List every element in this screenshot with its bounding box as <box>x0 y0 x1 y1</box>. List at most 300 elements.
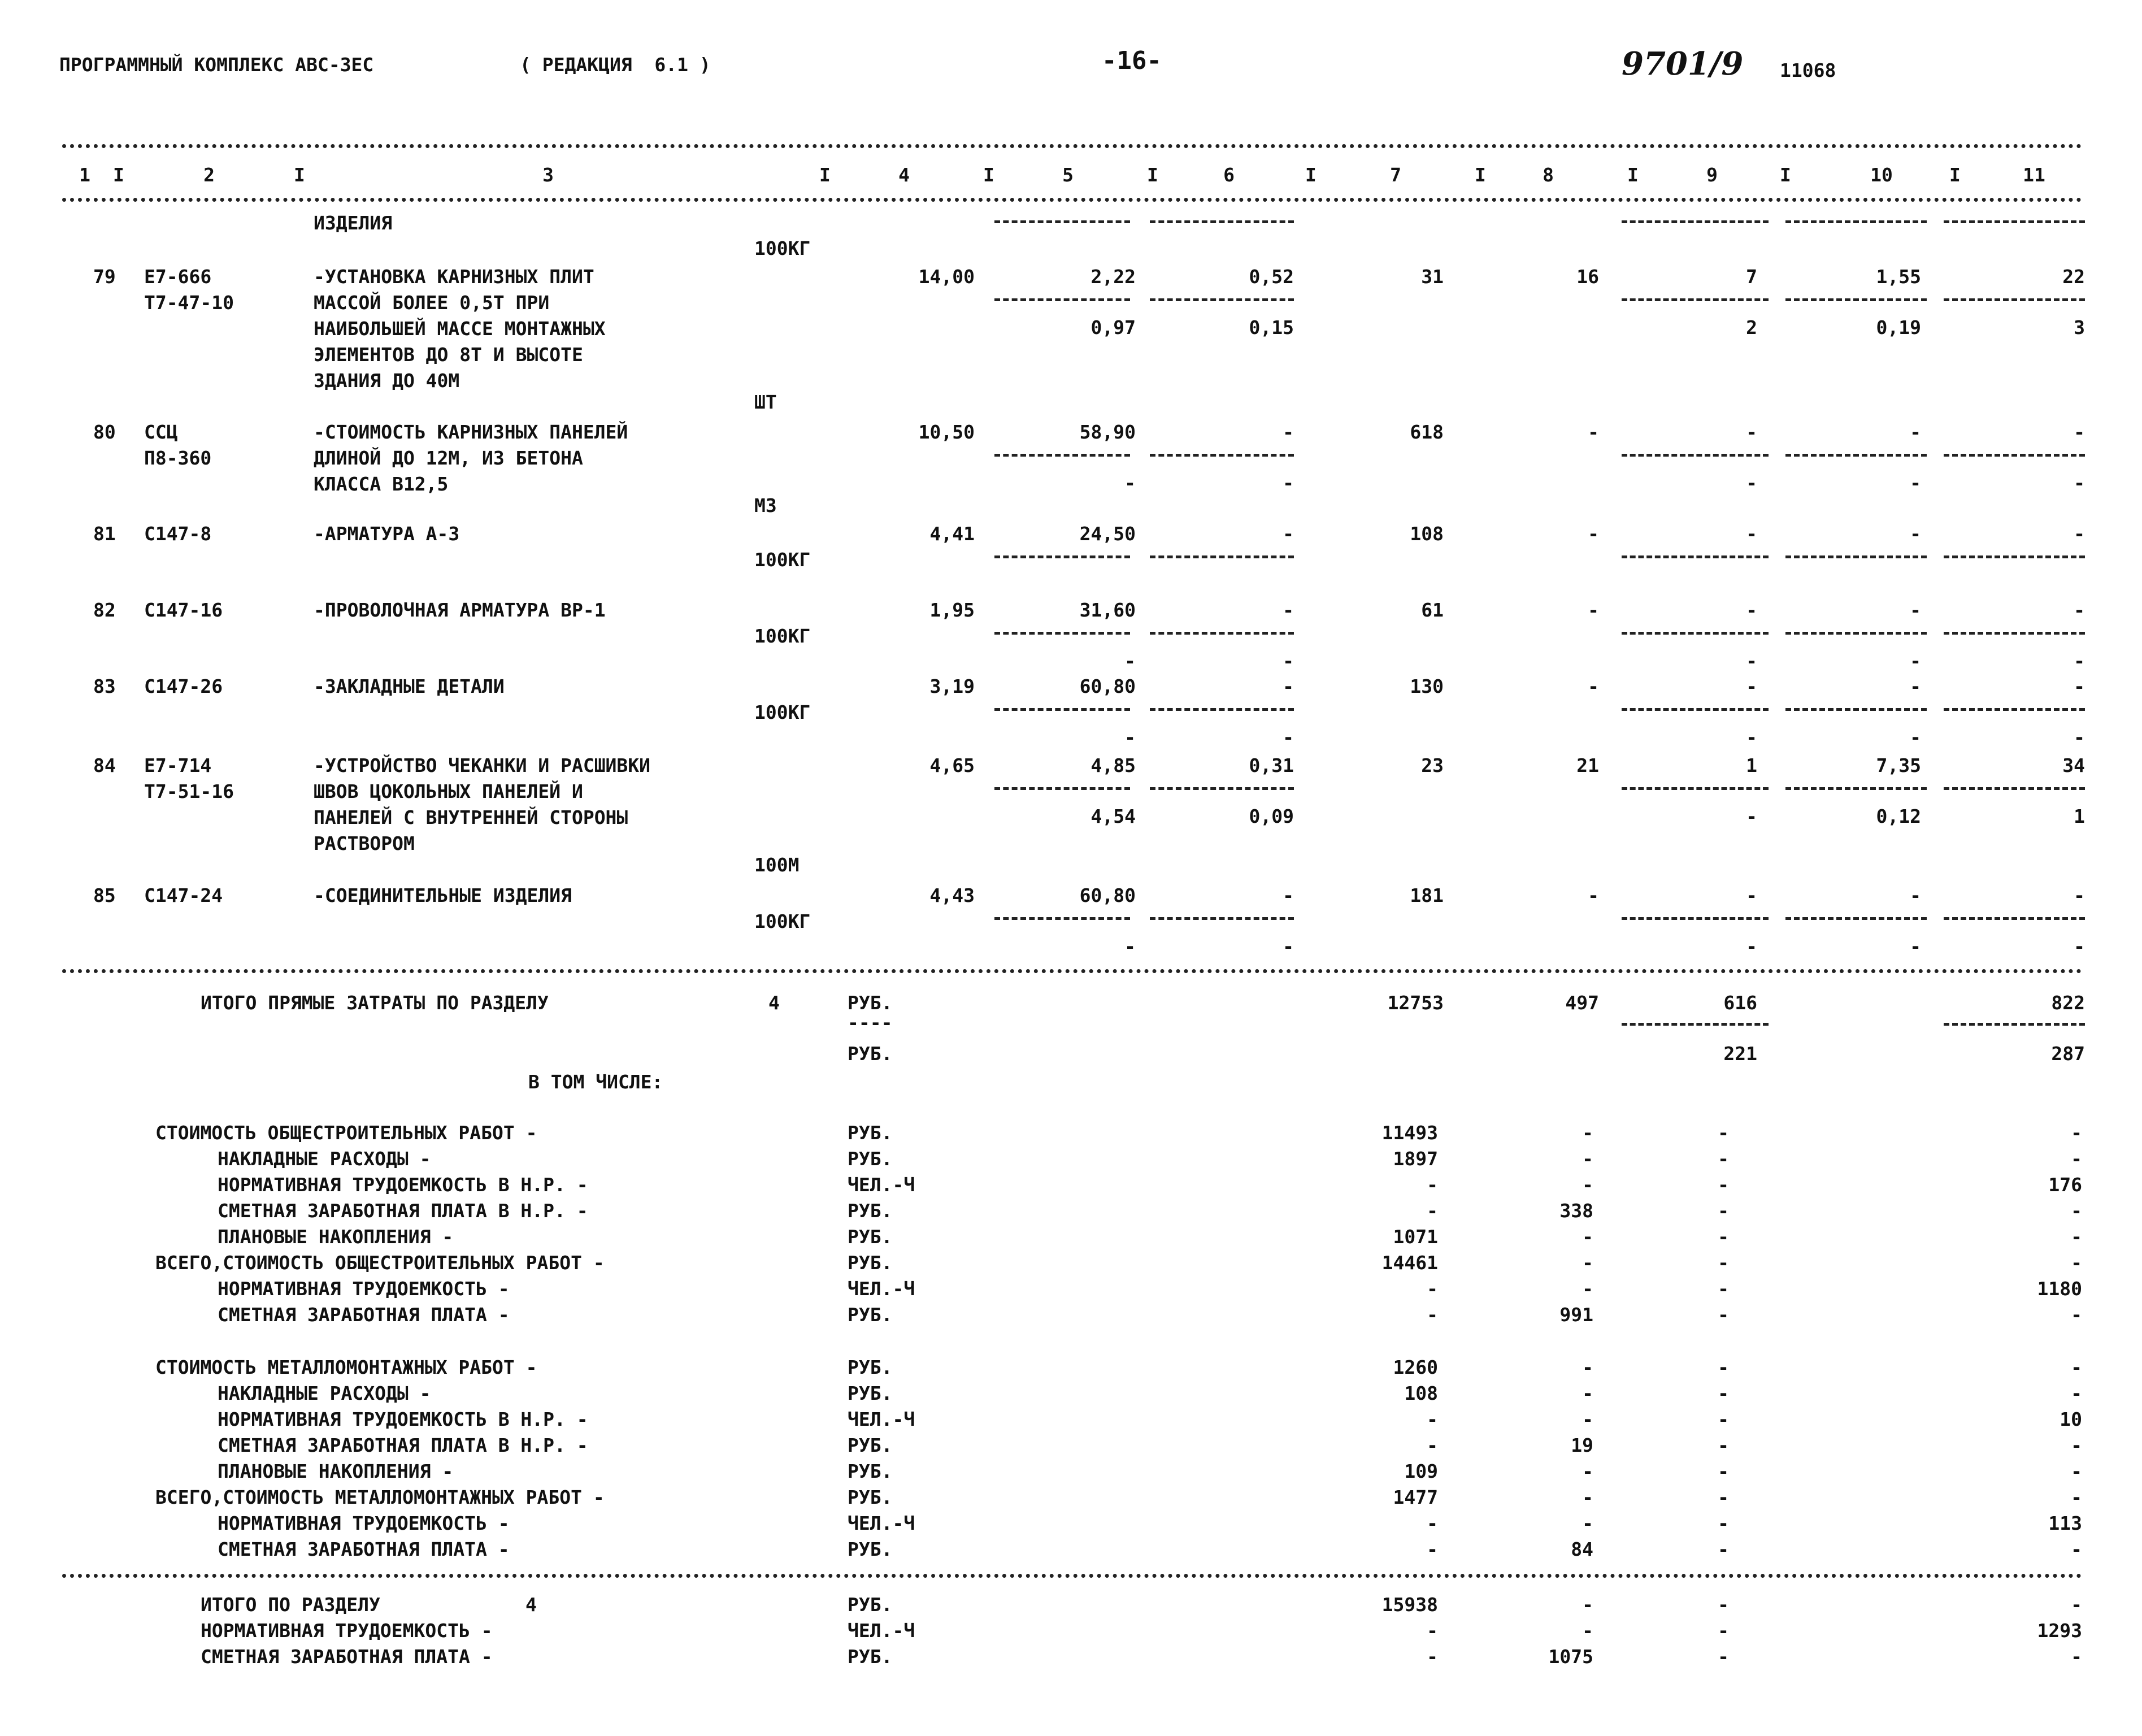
summary-c7: 1897 <box>1393 1148 1438 1170</box>
secondary-value: 0,12 <box>1876 805 1921 827</box>
summary-label: ВСЕГО,СТОИМОСТЬ ОБЩЕСТРОИТЕЛЬНЫХ РАБОТ - <box>155 1252 605 1274</box>
summary-c11: - <box>2071 1460 2082 1482</box>
summary-c11: 10 <box>2060 1408 2082 1430</box>
summary-c8: 84 <box>1571 1538 1593 1560</box>
cell-divider <box>1944 454 2085 457</box>
row-code: С147-16 <box>144 599 223 621</box>
value-c6: 0,52 <box>1249 266 1294 288</box>
cell-divider <box>1944 787 2085 790</box>
summary-c7: - <box>1427 1512 1438 1534</box>
summary-c9: - <box>1718 1200 1729 1222</box>
row-description: ЭЛЕМЕНТОВ ДО 8Т И ВЫСОТЕ <box>314 344 583 366</box>
value-c4: 4,43 <box>929 884 975 906</box>
row-number: 85 <box>93 884 116 906</box>
summary-c8: - <box>1582 1486 1593 1508</box>
section-rule-totals <box>62 969 2082 973</box>
totals-label: СМЕТНАЯ ЗАРАБОТНАЯ ПЛАТА - <box>201 1646 493 1668</box>
summary-c11: - <box>2071 1434 2082 1456</box>
value-c8: - <box>1588 421 1599 443</box>
total-direct-label: ИТОГО ПРЯМЫЕ ЗАТРАТЫ ПО РАЗДЕЛУ <box>201 992 549 1014</box>
value-c11: - <box>2074 599 2085 621</box>
value-c8: 16 <box>1576 266 1599 288</box>
value-c7: 31 <box>1421 266 1444 288</box>
secondary-value: - <box>1124 726 1136 748</box>
summary-unit: РУБ. <box>848 1434 893 1456</box>
cell-divider <box>994 555 1130 558</box>
value-c9: - <box>1746 523 1757 545</box>
cell-divider <box>1150 708 1294 711</box>
value-c4: 4,65 <box>929 754 975 776</box>
secondary-value: - <box>1910 935 1921 957</box>
cell-divider <box>1785 917 1927 920</box>
secondary-value: - <box>1283 935 1294 957</box>
totals-c7: - <box>1427 1646 1438 1668</box>
totals-unit: РУБ. <box>848 1646 893 1668</box>
summary-c7: 1477 <box>1393 1486 1438 1508</box>
cell-divider <box>1944 298 2085 301</box>
row-code-secondary: Т7-51-16 <box>144 780 234 802</box>
page-number: -16- <box>1102 46 1162 75</box>
secondary-value: - <box>1746 726 1757 748</box>
totals-c11: - <box>2071 1646 2082 1668</box>
row-unit: М3 <box>754 494 777 517</box>
value-c10: - <box>1910 884 1921 906</box>
value-c11: 22 <box>2062 266 2085 288</box>
summary-c7: - <box>1427 1434 1438 1456</box>
cell-divider <box>1944 708 2085 711</box>
summary-c7: 1071 <box>1393 1226 1438 1248</box>
summary-c9: - <box>1718 1538 1729 1560</box>
summary-c8: - <box>1582 1226 1593 1248</box>
row-number: 84 <box>93 754 116 776</box>
value-c5: 60,80 <box>1079 884 1136 906</box>
edition: ( РЕДАКЦИЯ 6.1 ) <box>520 54 711 76</box>
column-header-2: 2 <box>203 164 215 186</box>
cell-divider <box>994 298 1130 301</box>
secondary-value: - <box>1283 650 1294 672</box>
value-c9: - <box>1746 599 1757 621</box>
cell-divider <box>1944 555 2085 558</box>
value-c10: - <box>1910 523 1921 545</box>
summary-c11: - <box>2071 1252 2082 1274</box>
cell-divider <box>1785 555 1927 558</box>
cell-divider <box>1785 708 1927 711</box>
cell-divider <box>1622 1023 1769 1026</box>
column-header-1: 1 <box>79 164 90 186</box>
value-c5: 4,85 <box>1090 754 1136 776</box>
secondary-value: - <box>1746 650 1757 672</box>
value-c9: - <box>1746 421 1757 443</box>
cell-divider <box>1785 298 1927 301</box>
value-c11: - <box>2074 421 2085 443</box>
column-separator: I <box>1147 164 1158 186</box>
summary-c11: - <box>2071 1122 2082 1144</box>
summary-c7: 11493 <box>1381 1122 1438 1144</box>
summary-c7: 1260 <box>1393 1356 1438 1378</box>
cell-divider <box>994 708 1130 711</box>
cell-divider <box>1785 454 1927 457</box>
summary-c11: - <box>2071 1148 2082 1170</box>
totals-c8: - <box>1582 1620 1593 1642</box>
totals-c9: - <box>1718 1620 1729 1642</box>
summary-c11: 1180 <box>2037 1278 2082 1300</box>
summary-c7: 108 <box>1404 1382 1438 1404</box>
secondary-value: 0,09 <box>1249 805 1294 827</box>
summary-label: НОРМАТИВНАЯ ТРУДОЕМКОСТЬ - <box>218 1278 510 1300</box>
summary-c9: - <box>1718 1122 1729 1144</box>
row-description: -ЗАКЛАДНЫЕ ДЕТАЛИ <box>314 675 505 697</box>
summary-c7: - <box>1427 1278 1438 1300</box>
cell-divider <box>994 454 1130 457</box>
summary-c7: - <box>1427 1408 1438 1430</box>
cell-divider <box>1944 917 2085 920</box>
value-c6: 0,31 <box>1249 754 1294 776</box>
value-c5: 58,90 <box>1079 421 1136 443</box>
summary-c9: - <box>1718 1278 1729 1300</box>
total-direct-c9: 616 <box>1723 992 1757 1014</box>
totals-c7: 15938 <box>1381 1594 1438 1616</box>
row-code: С147-8 <box>144 523 212 545</box>
column-header-9: 9 <box>1706 164 1718 186</box>
cell-divider <box>1150 454 1294 457</box>
totals-c8: - <box>1582 1594 1593 1616</box>
summary-c8: - <box>1582 1512 1593 1534</box>
summary-c8: - <box>1582 1460 1593 1482</box>
row-unit: 100КГ <box>754 549 811 571</box>
summary-unit: РУБ. <box>848 1252 893 1274</box>
summary-unit: РУБ. <box>848 1200 893 1222</box>
column-separator: I <box>1949 164 1961 186</box>
summary-label: СТОИМОСТЬ ОБЩЕСТРОИТЕЛЬНЫХ РАБОТ - <box>155 1122 537 1144</box>
summary-c9: - <box>1718 1356 1729 1378</box>
value-c11: 34 <box>2062 754 2085 776</box>
secondary-value: 4,54 <box>1090 805 1136 827</box>
summary-label: ВСЕГО,СТОИМОСТЬ МЕТАЛЛОМОНТАЖНЫХ РАБОТ - <box>155 1486 605 1508</box>
value-c9: - <box>1746 675 1757 697</box>
row-code-secondary: П8-360 <box>144 447 212 469</box>
column-separator: I <box>1780 164 1791 186</box>
secondary-value: - <box>1283 472 1294 494</box>
value-c11: - <box>2074 523 2085 545</box>
row-description: РАСТВОРОМ <box>314 832 415 854</box>
secondary-value: - <box>2074 472 2085 494</box>
value-c4: 3,19 <box>929 675 975 697</box>
value-c4: 4,41 <box>929 523 975 545</box>
summary-c9: - <box>1718 1304 1729 1326</box>
totals-unit: РУБ. <box>848 1594 893 1616</box>
fragment-unit: 100КГ <box>754 237 811 259</box>
cell-divider <box>1622 298 1769 301</box>
row-description: ШВОВ ЦОКОЛЬНЫХ ПАНЕЛЕЙ И <box>314 780 583 802</box>
summary-unit: ЧЕЛ.-Ч <box>848 1174 915 1196</box>
row-description: -СТОИМОСТЬ КАРНИЗНЫХ ПАНЕЛЕЙ <box>314 421 628 443</box>
cell-divider <box>1150 787 1294 790</box>
row-description: ПАНЕЛЕЙ С ВНУТРЕННЕЙ СТОРОНЫ <box>314 806 628 828</box>
value-c8: - <box>1588 599 1599 621</box>
summary-c8: - <box>1582 1382 1593 1404</box>
totals-label: НОРМАТИВНАЯ ТРУДОЕМКОСТЬ - <box>201 1620 493 1642</box>
including-label: В ТОМ ЧИСЛЕ: <box>528 1071 663 1093</box>
summary-unit: РУБ. <box>848 1226 893 1248</box>
row-code: Е7-714 <box>144 754 212 776</box>
summary-c8: 19 <box>1571 1434 1593 1456</box>
summary-c11: - <box>2071 1382 2082 1404</box>
row-number: 81 <box>93 523 116 545</box>
summary-label: СТОИМОСТЬ МЕТАЛЛОМОНТАЖНЫХ РАБОТ - <box>155 1356 537 1378</box>
row-description: НАИБОЛЬШЕЙ МАССЕ МОНТАЖНЫХ <box>314 318 606 340</box>
secondary-value: - <box>2074 726 2085 748</box>
column-separator: I <box>1305 164 1317 186</box>
summary-c11: - <box>2071 1486 2082 1508</box>
summary-label: НАКЛАДНЫЕ РАСХОДЫ - <box>218 1148 431 1170</box>
cell-divider <box>1944 632 2085 635</box>
summary-c9: - <box>1718 1460 1729 1482</box>
summary-c11: - <box>2071 1538 2082 1560</box>
summary-c11: 176 <box>2048 1174 2082 1196</box>
total-direct-c11: 822 <box>2051 992 2085 1014</box>
row-description: ЗДАНИЯ ДО 40М <box>314 370 460 392</box>
summary-c7: - <box>1427 1538 1438 1560</box>
summary-label: ПЛАНОВЫЕ НАКОПЛЕНИЯ - <box>218 1460 454 1482</box>
total-direct-c8: 497 <box>1565 992 1599 1014</box>
fragment-description: ИЗДЕЛИЯ <box>314 212 393 234</box>
cell-divider <box>1785 220 1927 223</box>
value-c10: - <box>1910 599 1921 621</box>
summary-label: СМЕТНАЯ ЗАРАБОТНАЯ ПЛАТА В Н.Р. - <box>218 1434 588 1456</box>
secondary-value: 0,15 <box>1249 316 1294 338</box>
summary-c9: - <box>1718 1434 1729 1456</box>
cell-divider <box>1944 1023 2085 1026</box>
summary-c9: - <box>1718 1226 1729 1248</box>
secondary-value: - <box>1283 726 1294 748</box>
row-unit: 100М <box>754 854 800 876</box>
summary-unit: РУБ. <box>848 1148 893 1170</box>
totals-c8: 1075 <box>1548 1646 1593 1668</box>
value-c9: 1 <box>1746 754 1757 776</box>
cell-divider <box>1150 555 1294 558</box>
row-code: ССЦ <box>144 421 178 443</box>
value-c10: 7,35 <box>1876 754 1921 776</box>
value-c5: 24,50 <box>1079 523 1136 545</box>
summary-c8: - <box>1582 1356 1593 1378</box>
secondary-value: - <box>1910 650 1921 672</box>
summary-c8: 991 <box>1559 1304 1593 1326</box>
value-c6: - <box>1283 884 1294 906</box>
value-c10: - <box>1910 675 1921 697</box>
summary-c8: - <box>1582 1252 1593 1274</box>
row-number: 79 <box>93 266 116 288</box>
summary-label: НОРМАТИВНАЯ ТРУДОЕМКОСТЬ - <box>218 1512 510 1534</box>
summary-unit: ЧЕЛ.-Ч <box>848 1278 915 1300</box>
row-unit: 100КГ <box>754 625 811 647</box>
header-rule-bottom <box>62 198 2082 202</box>
secondary-value: - <box>1746 935 1757 957</box>
value-c7: 618 <box>1410 421 1444 443</box>
row-code-secondary: Т7-47-10 <box>144 292 234 314</box>
summary-c9: - <box>1718 1148 1729 1170</box>
summary-c8: - <box>1582 1122 1593 1144</box>
row-code: С147-26 <box>144 675 223 697</box>
column-separator: I <box>1475 164 1486 186</box>
summary-c7: 109 <box>1404 1460 1438 1482</box>
row-description: КЛАССА В12,5 <box>314 473 449 495</box>
summary-label: НОРМАТИВНАЯ ТРУДОЕМКОСТЬ В Н.Р. - <box>218 1174 588 1196</box>
column-header-10: 10 <box>1870 164 1893 186</box>
summary-unit: ЧЕЛ.-Ч <box>848 1408 915 1430</box>
value-c11: - <box>2074 675 2085 697</box>
value-c10: - <box>1910 421 1921 443</box>
value-c6: - <box>1283 675 1294 697</box>
row-number: 83 <box>93 675 116 697</box>
column-separator: I <box>113 164 124 186</box>
total-direct-unit: РУБ. <box>848 992 893 1014</box>
summary-c8: - <box>1582 1174 1593 1196</box>
summary-unit: РУБ. <box>848 1538 893 1560</box>
summary-c8: 338 <box>1559 1200 1593 1222</box>
secondary-value: - <box>1910 472 1921 494</box>
row-number: 82 <box>93 599 116 621</box>
cell-divider <box>1622 632 1769 635</box>
row-description: МАССОЙ БОЛЕЕ 0,5Т ПРИ <box>314 292 550 314</box>
summary-c9: - <box>1718 1408 1729 1430</box>
section-number: 4 <box>768 992 780 1014</box>
cell-divider <box>1622 787 1769 790</box>
column-separator: I <box>819 164 831 186</box>
row-code: Е7-666 <box>144 266 212 288</box>
total-direct-c7: 12753 <box>1387 992 1444 1014</box>
total-direct-c11-secondary: 287 <box>2051 1043 2085 1065</box>
cell-divider <box>1150 632 1294 635</box>
column-header-7: 7 <box>1390 164 1401 186</box>
summary-unit: РУБ. <box>848 1304 893 1326</box>
value-c7: 23 <box>1421 754 1444 776</box>
column-header-3: 3 <box>542 164 554 186</box>
summary-c11: - <box>2071 1226 2082 1248</box>
value-c8: 21 <box>1576 754 1599 776</box>
secondary-value: - <box>1124 935 1136 957</box>
summary-c8: - <box>1582 1148 1593 1170</box>
column-separator: I <box>294 164 305 186</box>
totals-c9: - <box>1718 1594 1729 1616</box>
cell-divider <box>1622 917 1769 920</box>
value-c4: 10,50 <box>918 421 975 443</box>
summary-c9: - <box>1718 1486 1729 1508</box>
document-number: 9701/9 <box>1622 45 1744 83</box>
value-c4: 1,95 <box>929 599 975 621</box>
value-c9: - <box>1746 884 1757 906</box>
cell-divider <box>1622 220 1769 223</box>
cell-divider <box>1622 454 1769 457</box>
column-header-8: 8 <box>1543 164 1554 186</box>
value-c8: - <box>1588 675 1599 697</box>
secondary-value: 0,97 <box>1090 316 1136 338</box>
section-rule-final <box>62 1574 2082 1578</box>
summary-c11: - <box>2071 1304 2082 1326</box>
header-rule-top <box>62 144 2082 148</box>
value-c5: 60,80 <box>1079 675 1136 697</box>
column-header-11: 11 <box>2023 164 2045 186</box>
value-c7: 61 <box>1421 599 1444 621</box>
totals-section: 4 <box>525 1594 537 1616</box>
row-description: -УСТАНОВКА КАРНИЗНЫХ ПЛИТ <box>314 266 594 288</box>
cell-divider <box>994 632 1130 635</box>
totals-c7: - <box>1427 1620 1438 1642</box>
row-unit: ШТ <box>754 391 777 413</box>
row-description: -АРМАТУРА А-3 <box>314 523 460 545</box>
secondary-value: 1 <box>2074 805 2085 827</box>
value-c7: 108 <box>1410 523 1444 545</box>
summary-label: НОРМАТИВНАЯ ТРУДОЕМКОСТЬ В Н.Р. - <box>218 1408 588 1430</box>
summary-c11: - <box>2071 1200 2082 1222</box>
secondary-value: - <box>1746 472 1757 494</box>
value-c6: - <box>1283 523 1294 545</box>
cell-divider <box>994 220 1130 223</box>
secondary-value: 3 <box>2074 316 2085 338</box>
summary-unit: РУБ. <box>848 1382 893 1404</box>
summary-c7: 14461 <box>1381 1252 1438 1274</box>
secondary-value: - <box>2074 935 2085 957</box>
column-header-5: 5 <box>1062 164 1074 186</box>
value-c11: - <box>2074 884 2085 906</box>
cell-divider <box>1785 787 1927 790</box>
summary-c8: - <box>1582 1278 1593 1300</box>
total-direct-unit-secondary: РУБ. <box>848 1043 893 1065</box>
secondary-value: - <box>2074 650 2085 672</box>
secondary-value: - <box>1746 805 1757 827</box>
row-unit: 100КГ <box>754 910 811 932</box>
summary-c9: - <box>1718 1512 1729 1534</box>
summary-c7: - <box>1427 1304 1438 1326</box>
secondary-value: - <box>1124 650 1136 672</box>
summary-unit: РУБ. <box>848 1356 893 1378</box>
row-unit: 100КГ <box>754 701 811 723</box>
cell-divider <box>1150 298 1294 301</box>
summary-c9: - <box>1718 1252 1729 1274</box>
value-c5: 31,60 <box>1079 599 1136 621</box>
value-c4: 14,00 <box>918 266 975 288</box>
summary-label: СМЕТНАЯ ЗАРАБОТНАЯ ПЛАТА - <box>218 1304 510 1326</box>
summary-c7: - <box>1427 1200 1438 1222</box>
secondary-value: 2 <box>1746 316 1757 338</box>
totals-c9: - <box>1718 1646 1729 1668</box>
total-direct-unit-divider: ---- <box>848 1012 893 1034</box>
code-number: 11068 <box>1780 59 1836 81</box>
cell-divider <box>1150 220 1294 223</box>
row-description: -УСТРОЙСТВО ЧЕКАНКИ И РАСШИВКИ <box>314 754 651 776</box>
column-separator: I <box>1627 164 1639 186</box>
value-c7: 181 <box>1410 884 1444 906</box>
value-c7: 130 <box>1410 675 1444 697</box>
secondary-value: 0,19 <box>1876 316 1921 338</box>
value-c9: 7 <box>1746 266 1757 288</box>
cell-divider <box>1150 917 1294 920</box>
column-separator: I <box>983 164 994 186</box>
secondary-value: - <box>1124 472 1136 494</box>
cell-divider <box>994 917 1130 920</box>
value-c8: - <box>1588 884 1599 906</box>
row-number: 80 <box>93 421 116 443</box>
summary-label: ПЛАНОВЫЕ НАКОПЛЕНИЯ - <box>218 1226 454 1248</box>
summary-c11: 113 <box>2048 1512 2082 1534</box>
column-header-6: 6 <box>1223 164 1235 186</box>
summary-label: СМЕТНАЯ ЗАРАБОТНАЯ ПЛАТА - <box>218 1538 510 1560</box>
summary-unit: РУБ. <box>848 1122 893 1144</box>
summary-c7: - <box>1427 1174 1438 1196</box>
summary-label: НАКЛАДНЫЕ РАСХОДЫ - <box>218 1382 431 1404</box>
cell-divider <box>1785 632 1927 635</box>
column-header-4: 4 <box>898 164 910 186</box>
summary-unit: ЧЕЛ.-Ч <box>848 1512 915 1534</box>
